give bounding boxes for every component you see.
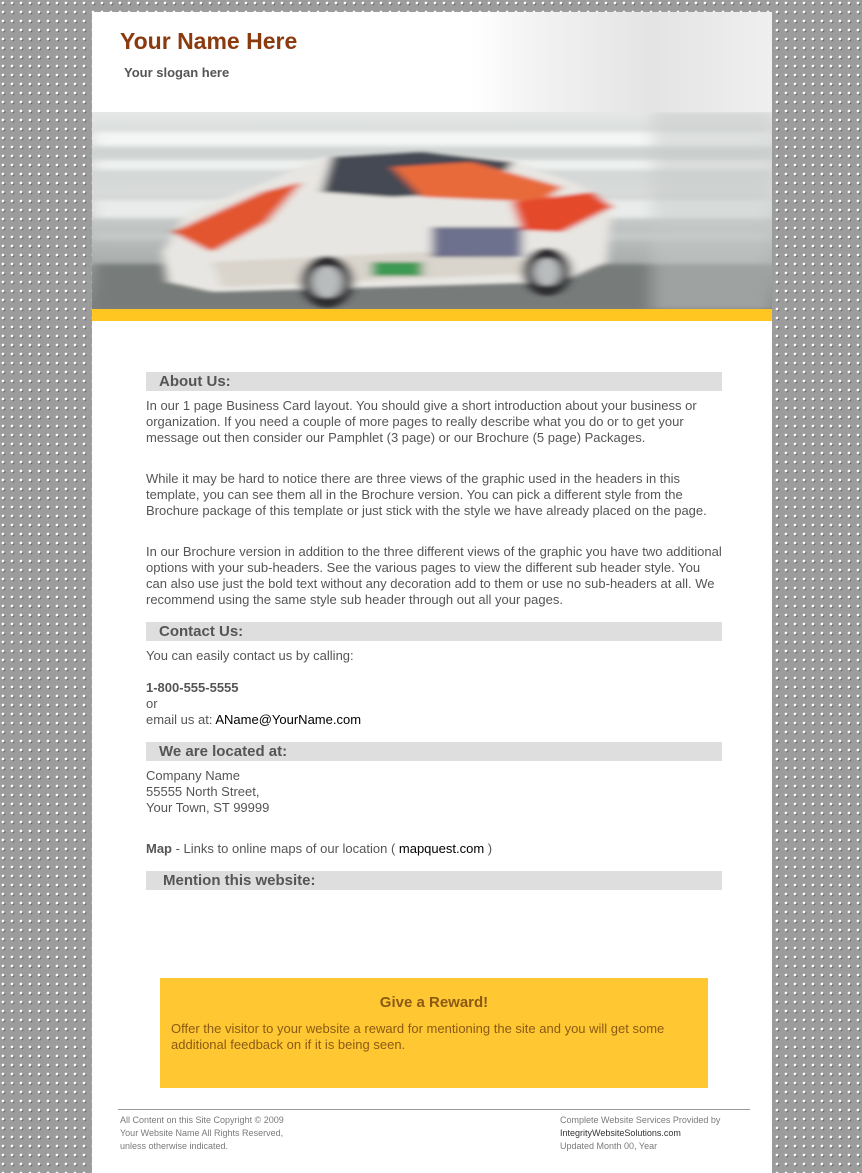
- location-city: Your Town, ST 99999: [146, 800, 270, 815]
- content-layer: [92, 12, 772, 1173]
- site-title: Your Name Here: [120, 28, 298, 54]
- map-label: Map: [146, 841, 172, 856]
- email-prefix: email us at:: [146, 712, 216, 727]
- footer-credits: [560, 1114, 720, 1153]
- footer-credit-line-1: Complete Website Services Provided by: [560, 1115, 721, 1125]
- footer-divider: [118, 1109, 750, 1110]
- map-close: ): [484, 841, 493, 856]
- about-heading: About Us:: [146, 372, 722, 391]
- about-paragraph-2: While it may be hard to notice there are three views of the graphic used in the headers in this template, you can see them all in the Brochure version. You can pick a different style from the Brochure package of this template or just stick with the style we have already placed on the page.: [146, 471, 707, 518]
- footer-credit-link[interactable]: IntegrityWebsiteSolutions.com: [560, 1128, 681, 1138]
- reward-callout: [160, 978, 708, 1088]
- about-paragraph-1: In our 1 page Business Card layout. You should give a short introduction about your business or organization. If you need a couple of more pages to really describe what you do or to get your message out then consider our Pamphlet (3 page) or our Brochure (5 page) Packages.: [146, 398, 697, 445]
- contact-intro: You can easily contact us by calling:: [146, 648, 354, 663]
- contact-email-line: [146, 712, 722, 728]
- footer-copyright-line-2: Your Website Name All Rights Reserved,: [120, 1128, 284, 1138]
- contact-or: or: [146, 696, 158, 711]
- footer-updated: Updated Month 00, Year: [560, 1141, 658, 1151]
- location-company: Company Name: [146, 768, 240, 783]
- map-text: - Links to online maps of our location (: [172, 841, 399, 856]
- contact-phone: 1-800-555-5555: [146, 680, 239, 695]
- main-content: [146, 372, 722, 890]
- footer-copyright-line-1: All Content on this Site Copyright © 2009: [120, 1115, 284, 1125]
- footer-copyright: [120, 1114, 284, 1153]
- map-line: [146, 841, 722, 857]
- location-heading: We are located at:: [146, 742, 722, 761]
- mention-heading: Mention this website:: [146, 871, 722, 890]
- location-street: 55555 North Street,: [146, 784, 260, 799]
- reward-text: Offer the visitor to your website a reward for mentioning the site and you will get some additional feedback on if it is being seen.: [171, 1021, 665, 1052]
- site-slogan: Your slogan here: [124, 65, 230, 80]
- reward-title: Give a Reward!: [379, 994, 489, 1011]
- email-link[interactable]: AName@YourName.com: [215, 712, 362, 727]
- contact-heading: Contact Us:: [146, 622, 722, 641]
- mapquest-link[interactable]: mapquest.com: [398, 841, 485, 856]
- footer-copyright-line-3: unless otherwise indicated.: [120, 1141, 229, 1151]
- about-paragraph-3: In our Brochure version in addition to the three different views of the graphic you have two additional options with your sub-headers. See the various pages to view the different sub header style. You can also use just the bold text without any decoration add to them or use no sub-headers at all. We recommend using the same style sub header through out all your pages.: [146, 544, 722, 607]
